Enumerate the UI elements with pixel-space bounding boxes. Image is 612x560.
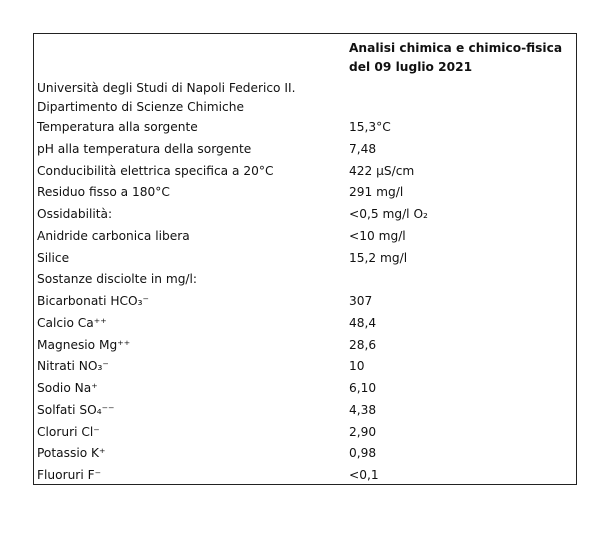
row-ph [37, 139, 567, 161]
row-temperature [37, 117, 567, 139]
row-value: 2,90 [349, 424, 377, 439]
row-value: 291 mg/l [349, 185, 404, 200]
analysis-table [37, 117, 567, 487]
row-fluorides [37, 465, 567, 487]
row-chlorides [37, 422, 567, 444]
row-name: pH alla temperatura della sorgente [37, 141, 252, 156]
row-name: Potassio K⁺ [37, 446, 106, 461]
row-value: 0,98 [349, 446, 377, 461]
institution-block [37, 79, 295, 117]
row-value: 28,6 [349, 337, 377, 352]
analysis-heading [349, 39, 562, 77]
row-value: 10 [349, 359, 365, 374]
row-name: Temperatura alla sorgente [37, 120, 198, 134]
row-name: Bicarbonati HCO₃⁻ [37, 294, 149, 309]
row-value: 307 [349, 294, 373, 309]
row-name: Nitrati NO₃⁻ [37, 359, 109, 374]
institution-line-2: Dipartimento di Scienze Chimiche [37, 100, 244, 114]
row-name: Anidride carbonica libera [37, 228, 190, 243]
row-value: 48,4 [349, 315, 377, 330]
row-magnesium [37, 335, 567, 357]
row-name: Magnesio Mg⁺⁺ [37, 337, 131, 352]
row-sulfates [37, 400, 567, 422]
heading-line-1: Analisi chimica e chimico-fisica [349, 41, 563, 55]
row-value: 6,10 [349, 381, 377, 396]
row-free-co2 [37, 226, 567, 248]
row-oxidability [37, 204, 567, 226]
row-bicarbonates [37, 291, 567, 313]
row-name: Solfati SO₄⁻⁻ [37, 402, 115, 417]
row-value: 4,38 [349, 402, 377, 417]
row-nitrates [37, 356, 567, 378]
row-value: 15,2 mg/l [349, 250, 408, 265]
heading-line-2: del 09 luglio 2021 [349, 60, 473, 74]
row-dissolved-substances-header [37, 269, 567, 291]
row-value: <10 mg/l [349, 228, 406, 243]
row-value: 15,3°C [349, 120, 391, 134]
row-value: <0,1 [349, 468, 379, 483]
institution-line-1: Università degli Studi di Napoli Federico II. [37, 81, 296, 95]
row-value: 7,48 [349, 141, 377, 156]
row-conductivity [37, 161, 567, 183]
row-name: Ossidabilità: [37, 207, 113, 222]
row-name: Cloruri Cl⁻ [37, 424, 100, 439]
row-name: Fluoruri F⁻ [37, 468, 102, 483]
row-potassium [37, 443, 567, 465]
row-fixed-residue [37, 182, 567, 204]
row-calcium [37, 313, 567, 335]
row-name: Sodio Na⁺ [37, 381, 98, 396]
row-name: Sostanze disciolte in mg/l: [37, 272, 198, 287]
row-name: Residuo fisso a 180°C [37, 185, 170, 200]
row-value: 422 µS/cm [349, 163, 415, 178]
row-name: Silice [37, 250, 70, 265]
row-sodium [37, 378, 567, 400]
row-value: <0,5 mg/l O₂ [349, 207, 428, 222]
row-name: Conducibilità elettrica specifica a 20°C [37, 163, 274, 178]
row-name: Calcio Ca⁺⁺ [37, 315, 107, 330]
row-silica [37, 248, 567, 270]
